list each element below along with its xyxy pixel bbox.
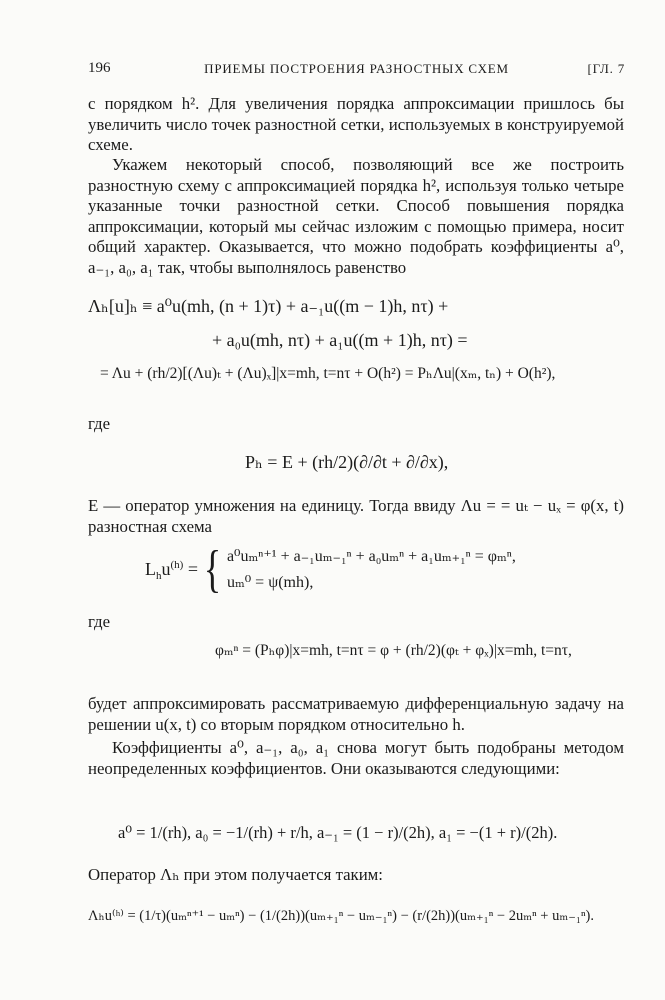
paragraph-6: Оператор Λₕ при этом получается таким: <box>88 865 383 884</box>
paragraph-1: с порядком h². Для увеличения порядка аппроксимации пришлось бы увеличить число точек разностной сетки, используемых в конструируемой схеме. <box>88 94 624 155</box>
chapter-label: [ГЛ. 7 <box>587 61 625 76</box>
equation-Ph: Pₕ = E + (rh/2)(∂/∂t + ∂/∂x), <box>245 452 449 472</box>
difference-scheme: $L_hu^{(h)}$ = { a⁰uₘⁿ⁺¹ + a₋₁uₘ₋₁ⁿ + a₀uₘⁿ + a₁uₘ₊₁ⁿ = φₘⁿ, uₘ⁰ = ψ(mh), <box>145 544 516 598</box>
paragraph-5: Коэффициенты a⁰, a₋₁, a₀, a₁ снова могут быть подобраны методом неопределенных коэффициентов. Они оказываются следующими: <box>88 738 624 778</box>
label-gde-1: где <box>88 414 111 433</box>
coefficients-formula: a⁰ = 1/(rh), a₀ = −1/(rh) + r/h, a₋₁ = (1 − r)/(2h), a₁ = −(1 + r)/(2h). <box>118 823 558 842</box>
brace-symbol: { <box>203 544 222 598</box>
paragraph-4: будет аппроксимировать рассматриваемую дифференциальную задачу на решении u(x, t) со вторым порядком относительно h. <box>88 694 624 734</box>
label-gde-2: где <box>88 612 111 631</box>
equation-1-line-3: = Λu + (rh/2)[(Λu)ₜ + (Λu)ₓ]|x=mh, t=nτ + O(h²) = PₕΛu|(xₘ, tₙ) + O(h²), <box>100 365 556 382</box>
paragraph-3: E — оператор умножения на единицу. Тогда ввиду Λu = = uₜ − uₓ = φ(x, t) разностная схема <box>88 496 624 536</box>
running-header <box>88 60 625 80</box>
paragraph-2: Укажем некоторый способ, позволяющий все же построить разностную схему с аппроксимацией порядка h², используя только четыре указанные точки разностной сетки. Способ повышения порядка аппроксимации, который мы сейчас изложим с помощью примера, носит общий характер. Оказывается, что можно подобрать коэффициенты a⁰, a₋₁, a₀, a₁ так, чтобы выполнялось равенство <box>88 155 624 277</box>
equation-1-line-1: Λₕ[u]ₕ ≡ a⁰u(mh, (n + 1)τ) + a₋₁u((m − 1)h, nτ) + <box>88 296 449 316</box>
lambda-h-formula: Λₕu⁽ʰ⁾ = (1/τ)(uₘⁿ⁺¹ − uₘⁿ) − (1/(2h))(uₘ₊₁ⁿ − uₘ₋₁ⁿ) − (r/(2h))(uₘ₊₁ⁿ − 2uₘⁿ + uₘ₋₁ⁿ). <box>88 908 594 924</box>
running-title: ПРИЕМЫ ПОСТРОЕНИЯ РАЗНОСТНЫХ СХЕМ <box>204 61 509 76</box>
page-number: 196 <box>88 60 111 76</box>
equation-1-line-2: + a₀u(mh, nτ) + a₁u((m + 1)h, nτ) = <box>212 330 468 350</box>
scheme-line-1: a⁰uₘⁿ⁺¹ + a₋₁uₘ₋₁ⁿ + a₀uₘⁿ + a₁uₘ₊₁ⁿ = φₘⁿ, <box>226 548 516 565</box>
scheme-line-2: uₘ⁰ = ψ(mh), <box>226 574 314 591</box>
equation-phi: φₘⁿ = (Pₕφ)|x=mh, t=nτ = φ + (rh/2)(φₜ + φₓ)|x=mh, t=nτ, <box>215 642 572 659</box>
